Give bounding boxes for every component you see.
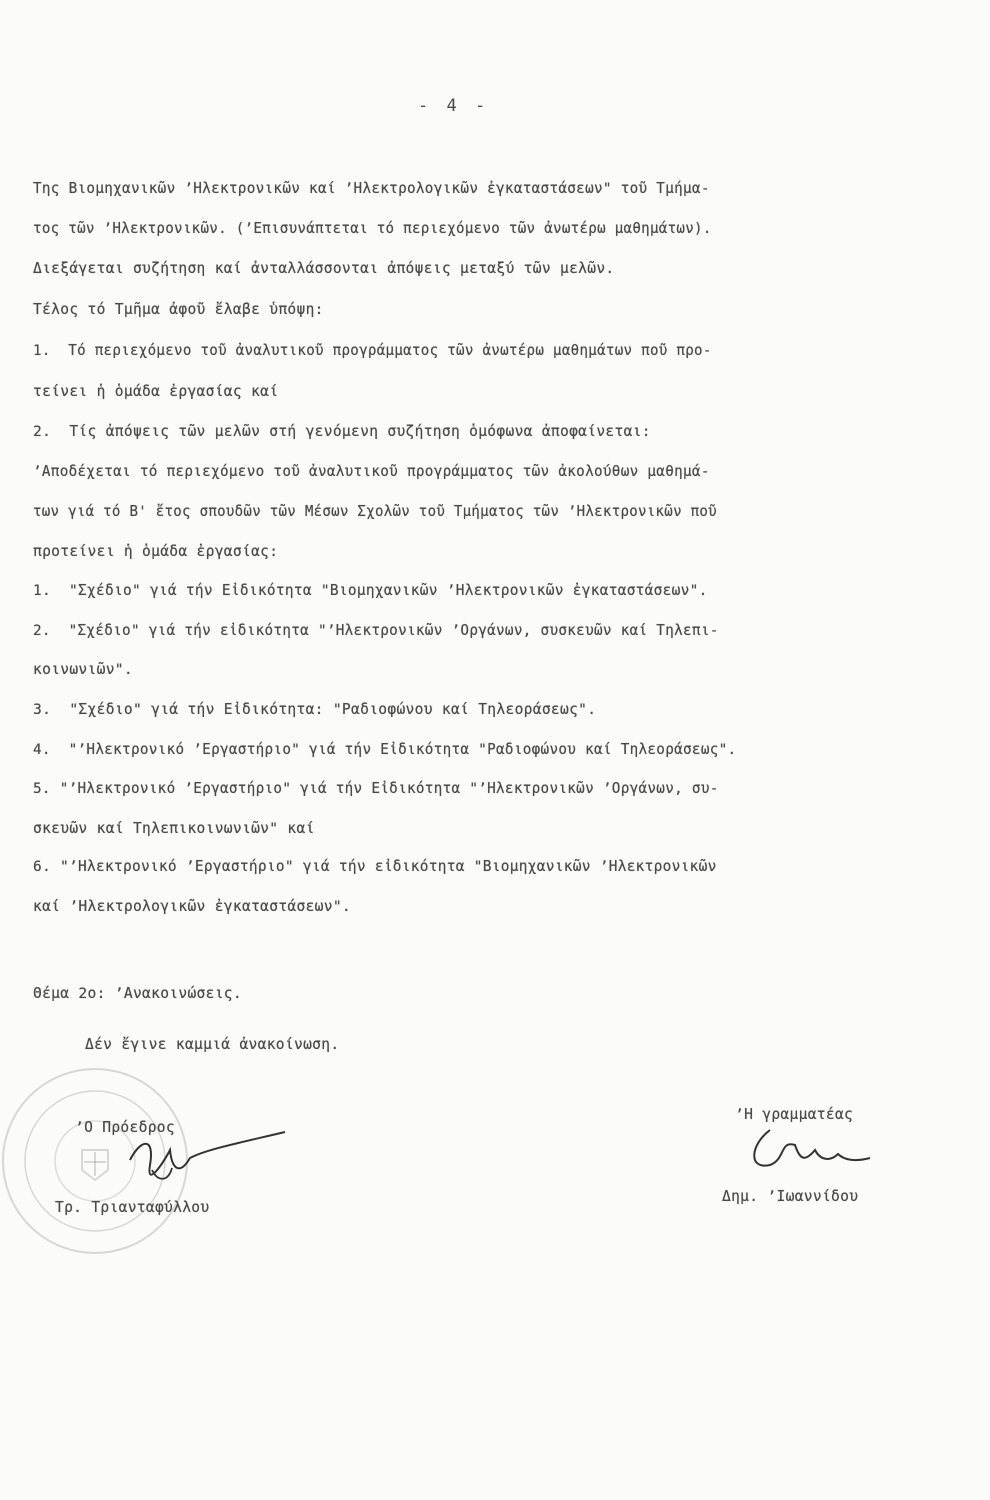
list-item-5-cont: σκευῶν καί Τηλεπικοινωνιῶν" καί xyxy=(33,820,315,837)
body-line-3: Διεξάγεται συζήτηση καί ἀνταλλάσσονται ἀπόψεις μεταξύ τῶν μελῶν. xyxy=(33,260,615,277)
list-item-3: 3. "Σχέδιο" γιά τήν Εἰδικότητα: "Ραδιοφώνου καί Τηλεοράσεως". xyxy=(33,701,597,718)
list-item-2-cont: κοινωνιῶν". xyxy=(33,661,133,678)
body-line-4: Τέλος τό Τμῆμα ἀφοῦ ἔλαβε ὑπόψη: xyxy=(33,301,324,318)
secretary-title: ʼΗ γραμματέας xyxy=(735,1106,854,1123)
chairman-signature xyxy=(110,1120,310,1200)
body-line-5: 1. Τό περιεχόμενο τοῦ ἀναλυτικοῦ προγράμματος τῶν ἀνωτέρω μαθημάτων ποῦ προ- xyxy=(33,342,712,359)
page-number: - 4 - xyxy=(418,96,490,116)
body-line-2: τος τῶν ʼΗλεκτρονικῶν. (ʼΕπισυνάπτεται τό περιεχόμενο τῶν ἀνωτέρω μαθημάτων). xyxy=(33,220,712,237)
list-item-5: 5. "ʼΗλεκτρονικό ʼΕργαστήριο" γιά τήν Εἰδικότητα "ʼΗλεκτρονικῶν ʼΟργάνων, συ- xyxy=(33,780,719,797)
list-item-2: 2. "Σχέδιο" γιά τήν εἰδικότητα "ʼΗλεκτρονικῶν ʼΟργάνων, συσκευῶν καί Τηλεπι- xyxy=(33,622,719,639)
list-item-6-cont: καί ʼΗλεκτρολογικῶν ἐγκαταστάσεων". xyxy=(33,898,352,915)
list-item-1: 1. "Σχέδιο" γιά τήν Εἰδικότητα "Βιομηχανικῶν ʼΗλεκτρονικῶν ἐγκαταστάσεων". xyxy=(33,582,708,599)
body-line-1: Της Βιομηχανικῶν ʼΗλεκτρονικῶν καί ʼΗλεκτρολογικῶν ἐγκαταστάσεων" τοῦ Τμήμα- xyxy=(33,180,710,197)
secretary-signature xyxy=(740,1120,890,1180)
body-line-7: 2. Τίς ἀπόψεις τῶν μελῶν στή γενόμενη συζήτηση ὁμόφωνα ἀποφαίνεται: xyxy=(33,423,651,440)
section-heading: Θέμα 2ο: ʼΑνακοινώσεις. xyxy=(33,985,242,1002)
body-line-8: ʼΑποδέχεται τό περιεχόμενο τοῦ ἀναλυτικοῦ προγράμματος τῶν ἀκολούθων μαθημά- xyxy=(33,463,710,480)
list-item-6: 6. "ʼΗλεκτρονικό ʼΕργαστήριο" γιά τήν εἰδικότητα "Βιομηχανικῶν ʼΗλεκτρονικῶν xyxy=(33,858,717,875)
list-item-4: 4. "ʼΗλεκτρονικό ʼΕργαστήριο" γιά τήν Εἰδικότητα "Ραδιοφώνου καί Τηλεοράσεως". xyxy=(33,741,737,758)
body-line-6: τείνει ἡ ὁμάδα ἐργασίας καί xyxy=(33,383,279,400)
body-line-final: Δέν ἔγινε καμμιά ἀνακοίνωση. xyxy=(85,1036,340,1053)
body-line-10: προτείνει ἡ ὁμάδα ἐργασίας: xyxy=(33,543,279,560)
secretary-name: Δημ. ʼΙωαννίδου xyxy=(722,1188,859,1205)
chairman-name: Τρ. Τριανταφύλλου xyxy=(55,1199,210,1216)
chairman-title: ʼΟ Πρόεδρος xyxy=(75,1119,175,1136)
body-line-9: των γιά τό Β' ἔτος σπουδῶν τῶν Μέσων Σχολῶν τοῦ Τμήματος τῶν ʼΗλεκτρονικῶν ποῦ xyxy=(33,503,717,520)
